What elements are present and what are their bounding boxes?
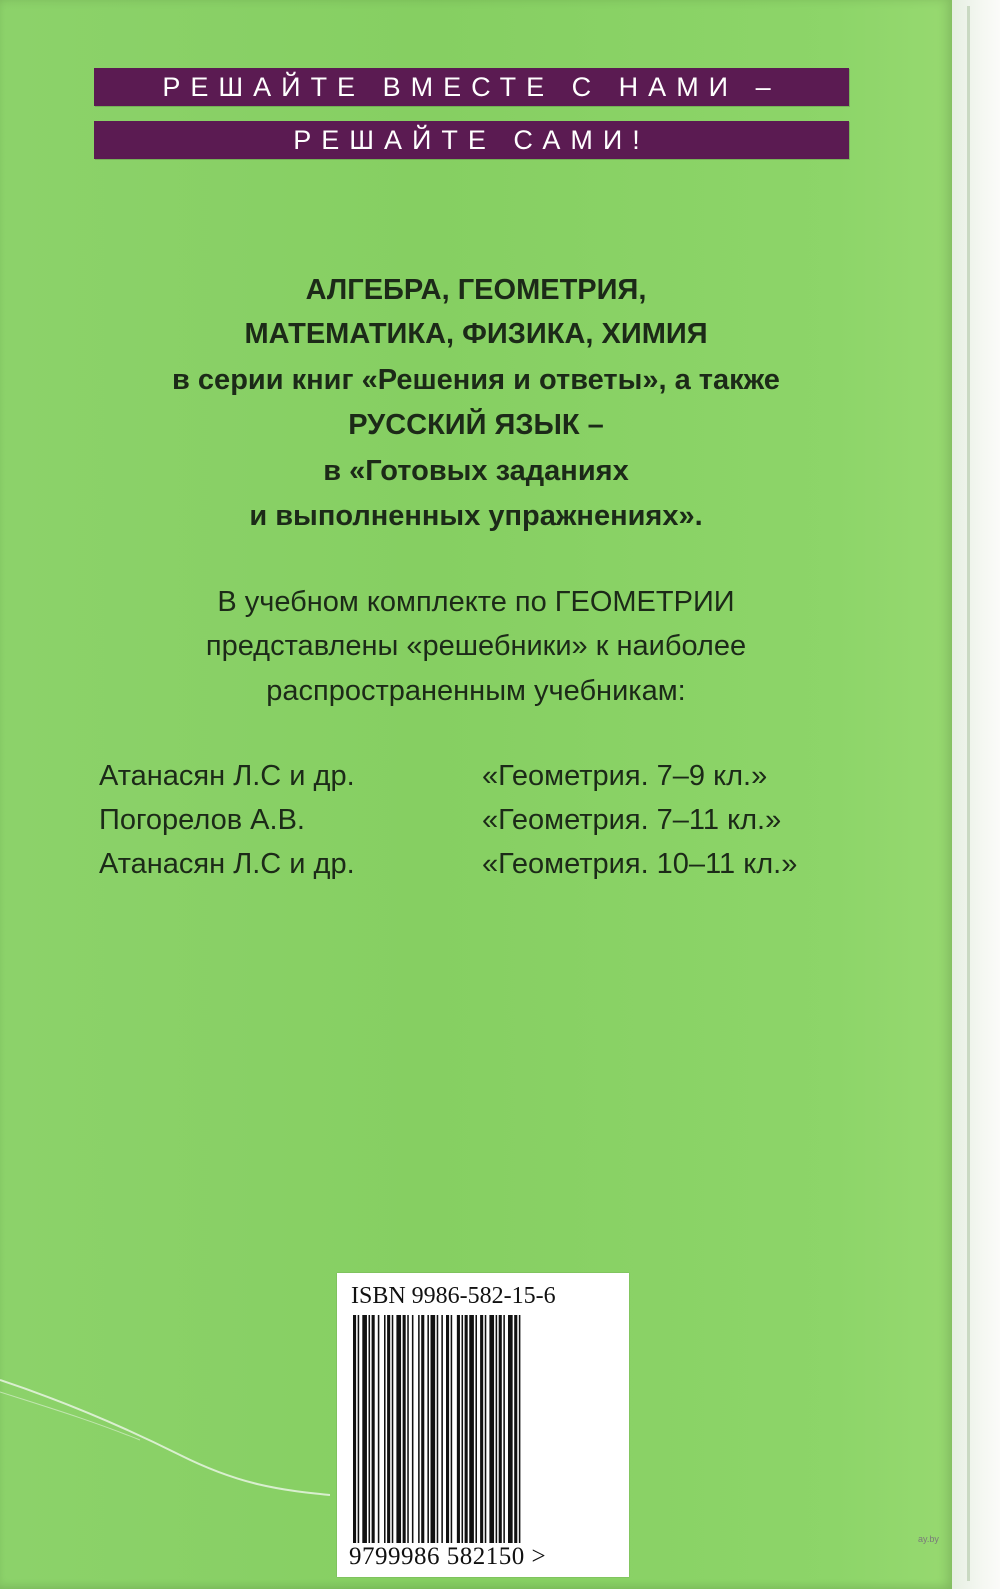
barcode-icon xyxy=(353,1315,615,1543)
promo-subjects-line-1: АЛГЕБРА, ГЕОМЕТРИЯ, xyxy=(305,274,647,306)
promo-ready-tasks-line: в «Готовых заданиях xyxy=(323,455,629,487)
slogan-banner-1: РЕШАЙТЕ ВМЕСТЕ С НАМИ – xyxy=(94,68,849,106)
promo-russian-line: РУССКИЙ ЯЗЫК – xyxy=(348,409,604,441)
isbn-barcode-box xyxy=(337,1273,629,1577)
page-edge-line xyxy=(967,6,970,1581)
book-author: Атанасян Л.С и др. xyxy=(99,760,355,792)
book-author: Атанасян Л.С и др. xyxy=(99,848,355,880)
book-title: «Геометрия. 10–11 кл.» xyxy=(482,848,798,880)
page-edge xyxy=(952,0,1000,1589)
intro-line-1: В учебном комплекте по ГЕОМЕТРИИ xyxy=(217,586,735,618)
isbn-number: ISBN 9986-582-15-6 xyxy=(351,1283,556,1309)
site-watermark: ay.by xyxy=(918,1534,939,1544)
slogan-banner-2: РЕШАЙТЕ САМИ! xyxy=(94,121,849,159)
book-author: Погорелов А.В. xyxy=(99,804,305,836)
book-title: «Геометрия. 7–11 кл.» xyxy=(482,804,782,836)
cover-crease-mark xyxy=(0,1370,330,1500)
intro-line-3: распространенным учебникам: xyxy=(266,675,686,707)
barcode-digits: 9799986 582150 > xyxy=(349,1543,547,1570)
promo-exercises-line: и выполненных упражнениях». xyxy=(249,500,703,532)
promo-series-line: в серии книг «Решения и ответы», а также xyxy=(172,364,780,396)
book-title: «Геометрия. 7–9 кл.» xyxy=(482,760,768,792)
promo-subjects-line-2: МАТЕМАТИКА, ФИЗИКА, ХИМИЯ xyxy=(244,318,708,350)
intro-line-2: представлены «решебники» к наиболее xyxy=(205,630,747,662)
